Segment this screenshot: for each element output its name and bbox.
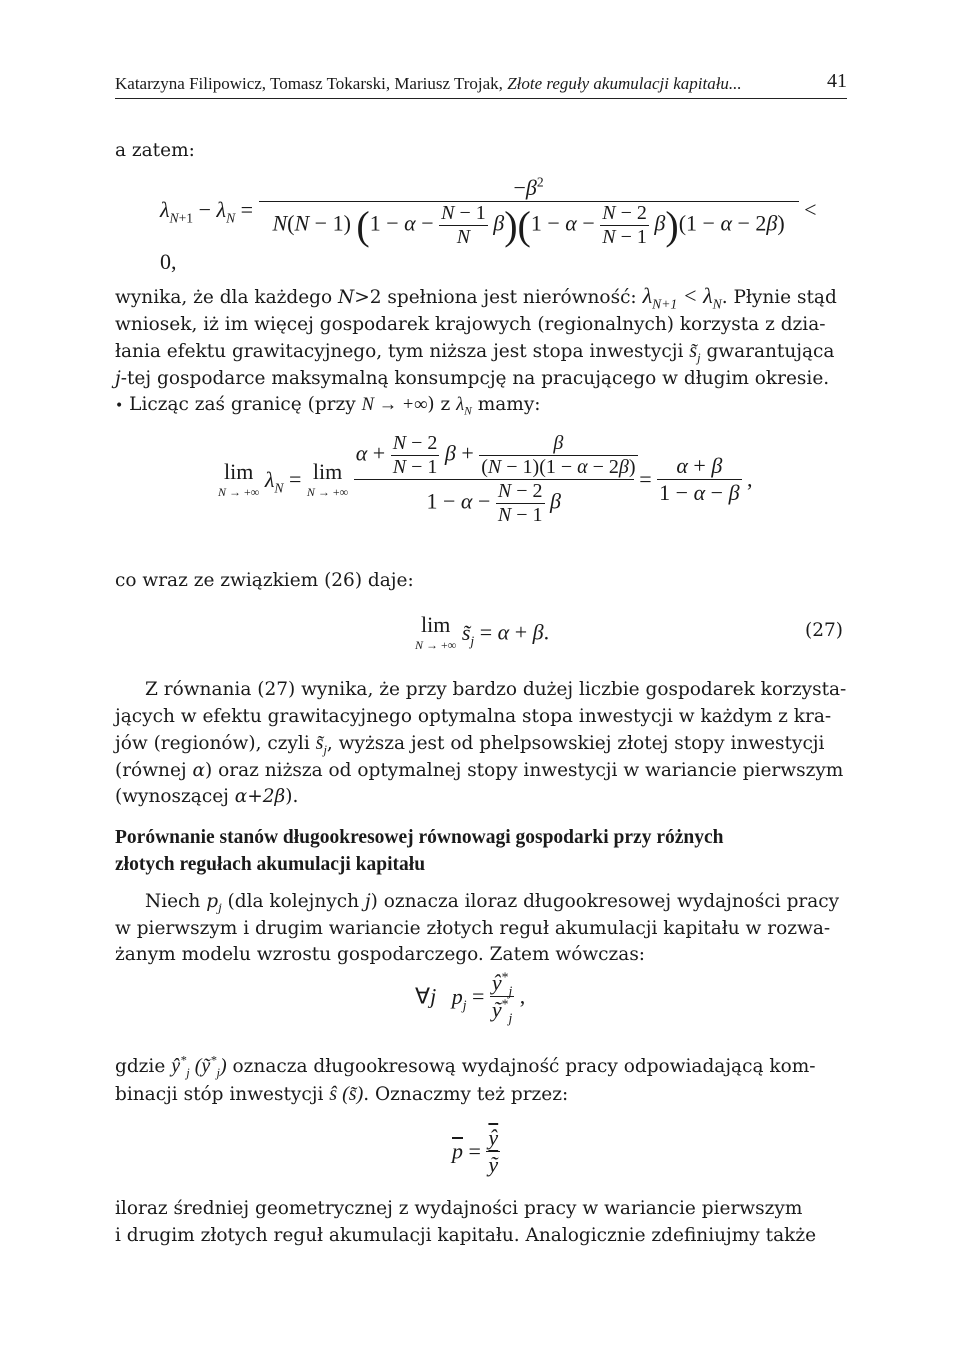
inline-math-shat-stilde: ŝ (s̃) <box>329 1082 364 1105</box>
p1-bullet-text-a: Licząc zaś granicę (przy <box>129 394 356 415</box>
equation-27: lim N → +∞ $s̃_j = \alpha + \beta$. <box>415 612 550 652</box>
p2-text-4c: ) oraz niższa od optymalnej stopy inwestycji w wariancie pierwszym <box>205 759 844 781</box>
text-co-wraz: co wraz ze związkiem (26) daje: <box>115 570 414 591</box>
header-authors-text: Katarzyna Filipowicz, Tomasz Tokarski, Mariusz Trojak, <box>115 74 503 93</box>
p3-var-j: j <box>364 891 371 912</box>
p4-line-2 <box>115 1081 847 1109</box>
p3-var-p: p <box>206 891 219 912</box>
page-number: 41 <box>827 70 847 92</box>
inline-math-yhat-ytilde: $ŷ^*_j$ (ỹ*$_j$) <box>171 1053 227 1080</box>
p5-line-1: iloraz średniej geometrycznej z wydajności pracy w wariancie pierwszym <box>115 1198 803 1219</box>
p2-text-3a: jów (regionów), czyli <box>115 733 310 754</box>
equation-27-number: (27) <box>805 620 843 641</box>
paragraph-5 <box>115 1196 847 1249</box>
paragraph-2 <box>115 677 847 811</box>
equation-limit-lambda: lim N → +∞ $\lambda_N$ = lim N → +∞ α + $\frac{N - 2}{N - 1}$ β + $\frac{\beta}{(N - 1)(1 - \alpha - 2\beta)}$ 1 − α − $\frac{N - 2}{N - 1}$ β = $\frac{\alpha + \beta}{1 - \alpha - \beta}$ , <box>218 432 753 526</box>
p3-line-2: w pierwszym i drugim wariancie złotych reguł akumulacji kapitału w rozwa- <box>115 917 831 939</box>
p2-line-1: Z równania (27) wynika, że przy bardzo dużej liczbie gospodarek korzysta- <box>145 679 847 700</box>
p2-text-3b: , wyższa jest od phelpsowskiej złotej stopy inwestycji <box>326 733 825 754</box>
running-header <box>115 70 847 99</box>
inline-math-s-tilde-j-2: $s̃_j$ <box>315 732 327 757</box>
section-heading-line-2: złotych regułach akumulacji kapitału <box>115 854 426 875</box>
p1-line-4 <box>115 366 847 393</box>
equation-p-j: ∀j $p_j$ = $\frac{ŷ^*_j}{ỹ^*_j}$ , <box>415 969 526 1026</box>
section-heading <box>115 824 855 878</box>
header-paper-title: Złote reguły akumulacji kapitału... <box>507 74 742 93</box>
inline-math-lambda-inequality: $\lambda_{N+1} < \lambda_N$ <box>642 283 722 312</box>
p1-var-j: j <box>115 367 121 389</box>
p2-line-2: jących w efektu grawitacyjnego optymalna stopa inwestycji w każdym z kra- <box>115 705 832 727</box>
inline-math-lambda-N: $\lambda_N$ <box>456 395 472 418</box>
bullet-icon: • <box>115 398 124 414</box>
p2-var-alpha-2beta: α+2β <box>234 786 286 807</box>
header-authors <box>115 74 742 94</box>
p1-bullet-text-b: ) z <box>427 394 451 415</box>
p1-text-1d: . Płynie stąd <box>721 287 837 308</box>
p1-var-N: N <box>338 287 355 308</box>
p1-text-3b: gwarantująca <box>706 341 835 362</box>
p3-line-3: żanym modelu wzrostu gospodarczego. Zatem wówczas: <box>115 944 646 965</box>
p1-bullet-text-c: mamy: <box>477 394 541 415</box>
paragraph-1 <box>115 283 847 420</box>
p1-text-1a: wynika, że dla każdego <box>115 287 333 308</box>
p4-text-1b: oznacza długookresową wydajność pracy odpowiadającą kom- <box>232 1056 816 1077</box>
p3-line-1 <box>115 889 847 916</box>
p4-text-1a: gdzie <box>115 1056 166 1077</box>
p1-text-1c: >2 spełniona jest nierówność: <box>354 287 637 308</box>
p4-text-2b: . Oznaczmy też przez: <box>363 1083 569 1105</box>
equation-p-bar: $\overline{p}$ = $\frac{\overline{ŷ}}{\text{ỹ}}$ <box>452 1125 499 1177</box>
p2-text-5a: (wynoszącej <box>115 786 229 807</box>
paragraph-3 <box>115 889 847 969</box>
p2-line-4 <box>115 758 847 785</box>
p5-line-2: i drugim złotych reguł akumulacji kapitału. Analogicznie zdefiniujmy także <box>115 1224 817 1246</box>
section-heading-line-1: Porównanie stanów długookresowej równowagi gospodarki przy różnych <box>115 827 724 848</box>
p3-text-1d: (dla kolejnych <box>227 891 360 912</box>
p2-line-5 <box>115 784 847 811</box>
intro-text: a zatem: <box>115 140 195 161</box>
p3-var-j-sub: j <box>218 900 222 915</box>
p1-line-2: wniosek, iż im więcej gospodarek krajowych (regionalnych) korzysta z dzia- <box>115 313 826 335</box>
p4-line-1 <box>115 1053 847 1081</box>
p2-line-3 <box>115 730 847 758</box>
p3-text-1a: Niech <box>145 891 201 912</box>
p4-text-2a: binacji stóp inwestycji <box>115 1083 324 1105</box>
p2-text-4a: (równej <box>115 759 187 781</box>
inline-math-N-to-infinity: N → +∞ <box>361 395 428 415</box>
equation-lambda-difference: $\lambda_{N+1} - \lambda_N$ = $-\beta^2$ N(N − 1) (1 − α − $\frac{N - 1}{N}$ β)(1 − α − $\frac{N - 2}{N - 1}$ β)(1 − α − 2β) < 0, <box>160 174 817 274</box>
p3-text-1f: ) oznacza iloraz długookresowej wydajności pracy <box>370 891 840 912</box>
p2-var-alpha: α <box>192 759 206 781</box>
p1-bullet-line <box>115 392 847 420</box>
inline-math-s-tilde-j: $s̃_j$ <box>689 340 701 365</box>
p2-text-5c: ). <box>285 786 299 807</box>
p1-line-1 <box>115 283 847 312</box>
p1-line-3 <box>115 338 847 366</box>
paragraph-4 <box>115 1053 847 1108</box>
p1-text-3a: łania efektu grawitacyjnego, tym niższa jest stopa inwestycji <box>115 341 684 362</box>
p1-text-4b: -tej gospodarce maksymalną konsumpcję na pracującego w długim okresie. <box>120 367 830 389</box>
